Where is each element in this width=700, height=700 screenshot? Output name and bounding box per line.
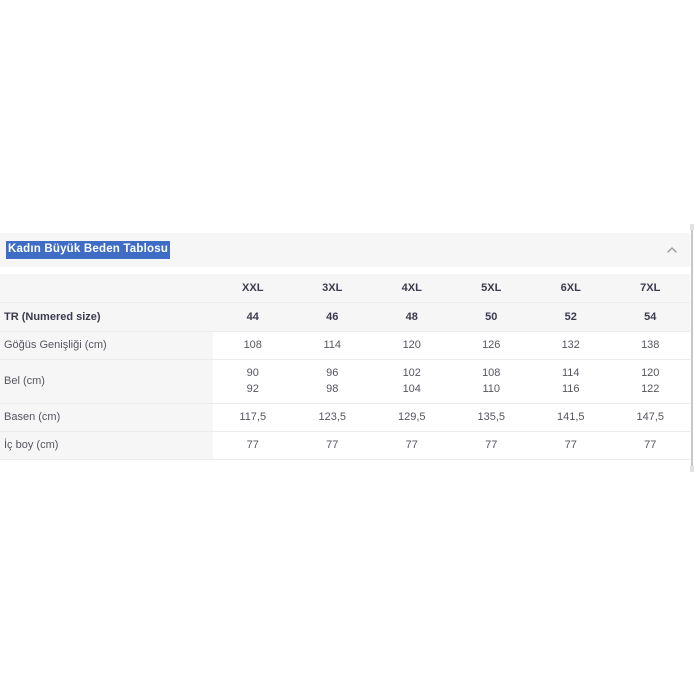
column-header-3xl: 3XL: [293, 274, 373, 302]
table-row: [0, 431, 690, 459]
table-row: [0, 331, 690, 359]
accordion-header[interactable]: [0, 233, 690, 267]
cell-value: 50: [452, 302, 532, 331]
cell-value: 114: [293, 331, 373, 359]
size-table-head: [0, 274, 690, 302]
cell-value: 114 116: [531, 359, 611, 403]
section-title: Kadın Büyük Beden Tablosu: [6, 241, 170, 260]
cell-value: 44: [213, 302, 293, 331]
size-chart-panel: [0, 233, 690, 460]
cell-value: 117,5: [213, 403, 293, 431]
cell-value: 77: [531, 431, 611, 459]
cell-value: 123,5: [293, 403, 373, 431]
chevron-up-icon[interactable]: [664, 242, 680, 258]
column-header-4xl: 4XL: [372, 274, 452, 302]
cell-value: 102 104: [372, 359, 452, 403]
cell-value: 132: [531, 331, 611, 359]
cell-value: 48: [372, 302, 452, 331]
cell-value: 90 92: [213, 359, 293, 403]
cell-value: 77: [452, 431, 532, 459]
cell-value: 108 110: [452, 359, 532, 403]
scrollbar[interactable]: [691, 228, 693, 468]
column-header-6xl: 6XL: [531, 274, 611, 302]
column-header-xxl: XXL: [213, 274, 293, 302]
cell-value: 77: [293, 431, 373, 459]
cell-value: 77: [372, 431, 452, 459]
row-label: TR (Numered size): [0, 302, 213, 331]
cell-value: 96 98: [293, 359, 373, 403]
row-label: Basen (cm): [0, 403, 213, 431]
cell-value: 46: [293, 302, 373, 331]
cell-value: 77: [213, 431, 293, 459]
cell-value: 135,5: [452, 403, 532, 431]
cell-value: 120 122: [611, 359, 691, 403]
cell-value: 138: [611, 331, 691, 359]
column-header-7xl: 7XL: [611, 274, 691, 302]
cell-value: 52: [531, 302, 611, 331]
cell-value: 126: [452, 331, 532, 359]
column-header-5xl: 5XL: [452, 274, 532, 302]
table-row: [0, 359, 690, 403]
cell-value: 120: [372, 331, 452, 359]
row-label: Bel (cm): [0, 359, 213, 403]
cell-value: 77: [611, 431, 691, 459]
header-label-cell: [0, 274, 213, 302]
size-table: [0, 274, 690, 460]
table-row: [0, 403, 690, 431]
cell-value: 54: [611, 302, 691, 331]
table-row: [0, 302, 690, 331]
size-table-header-row: [0, 274, 690, 302]
row-label: İç boy (cm): [0, 431, 213, 459]
cell-value: 108: [213, 331, 293, 359]
row-label: Göğüs Genişliği (cm): [0, 331, 213, 359]
cell-value: 141,5: [531, 403, 611, 431]
cell-value: 129,5: [372, 403, 452, 431]
size-table-body: [0, 302, 690, 459]
cell-value: 147,5: [611, 403, 691, 431]
